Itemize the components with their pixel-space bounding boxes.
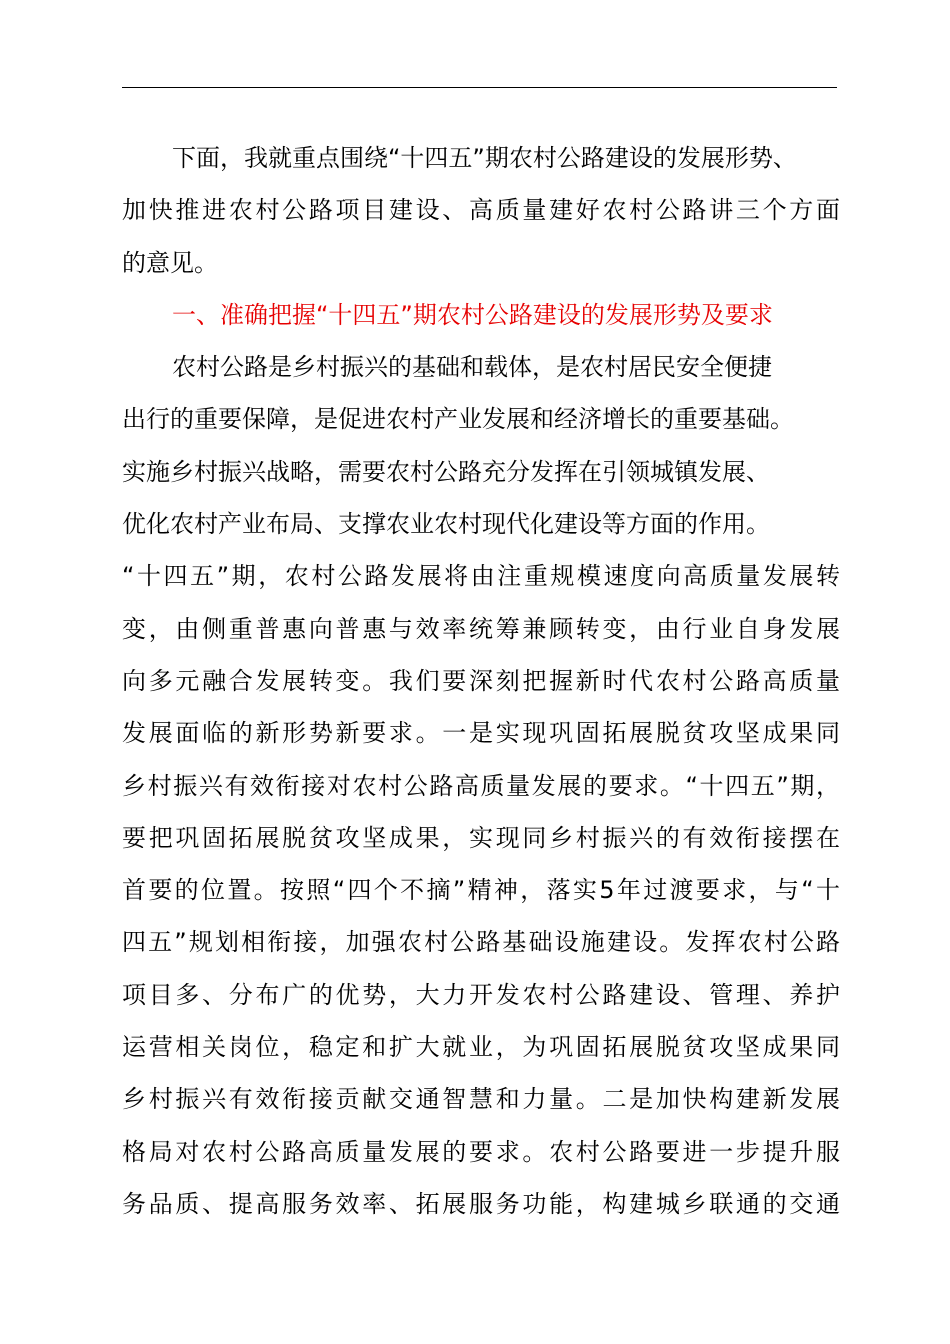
header-rule — [122, 87, 837, 88]
section-heading: 一、准确把握“十四五”期农村公路建设的发展形势及要求 — [172, 300, 773, 329]
text-line: 加快推进农村公路项目建设、高质量建好农村公路讲三个方面 — [122, 196, 840, 225]
text-line: 向多元融合发展转变。我们要深刻把握新时代农村公路高质量 — [122, 666, 840, 695]
text-line: 出行的重要保障，是促进农村产业发展和经济增长的重要基础。 — [122, 405, 794, 434]
text-line: 格局对农村公路高质量发展的要求。农村公路要进一步提升服 — [122, 1137, 840, 1166]
text-line: 运营相关岗位，稳定和扩大就业，为巩固拓展脱贫攻坚成果同 — [122, 1033, 840, 1062]
text-line: 的意见。 — [122, 248, 218, 277]
text-line: 变，由侧重普惠向普惠与效率统筹兼顾转变，由行业自身发展 — [122, 614, 840, 643]
text-line: 乡村振兴有效衔接贡献交通智慧和力量。二是加快构建新发展 — [122, 1085, 840, 1114]
text-line: 务品质、提高服务效率、拓展服务功能，构建城乡联通的交通 — [122, 1189, 840, 1218]
text-line: 下面，我就重点围绕“十四五”期农村公路建设的发展形势、 — [172, 144, 797, 172]
text-line: “十四五”期，农村公路发展将由注重规模速度向高质量发展转 — [122, 562, 840, 591]
text-line: 乡村振兴有效衔接对农村公路高质量发展的要求。“十四五”期， — [122, 771, 840, 800]
text-line: 项目多、分布广的优势，大力开发农村公路建设、管理、养护 — [122, 980, 840, 1009]
body-text — [122, 132, 840, 1230]
text-line: 实施乡村振兴战略，需要农村公路充分发挥在引领城镇发展、 — [122, 457, 770, 486]
text-line: 首要的位置。按照“四个不摘”精神，落实5年过渡要求，与“十 — [122, 876, 840, 905]
text-line: 优化农村产业布局、支撑农业农村现代化建设等方面的作用。 — [122, 510, 770, 539]
text-line: 发展面临的新形势新要求。一是实现巩固拓展脱贫攻坚成果同 — [122, 719, 840, 748]
text-line: 农村公路是乡村振兴的基础和载体，是农村居民安全便捷 — [172, 353, 772, 382]
text-line: 四五”规划相衔接，加强农村公路基础设施建设。发挥农村公路 — [122, 928, 840, 957]
text-line: 要把巩固拓展脱贫攻坚成果，实现同乡村振兴的有效衔接摆在 — [122, 823, 840, 852]
